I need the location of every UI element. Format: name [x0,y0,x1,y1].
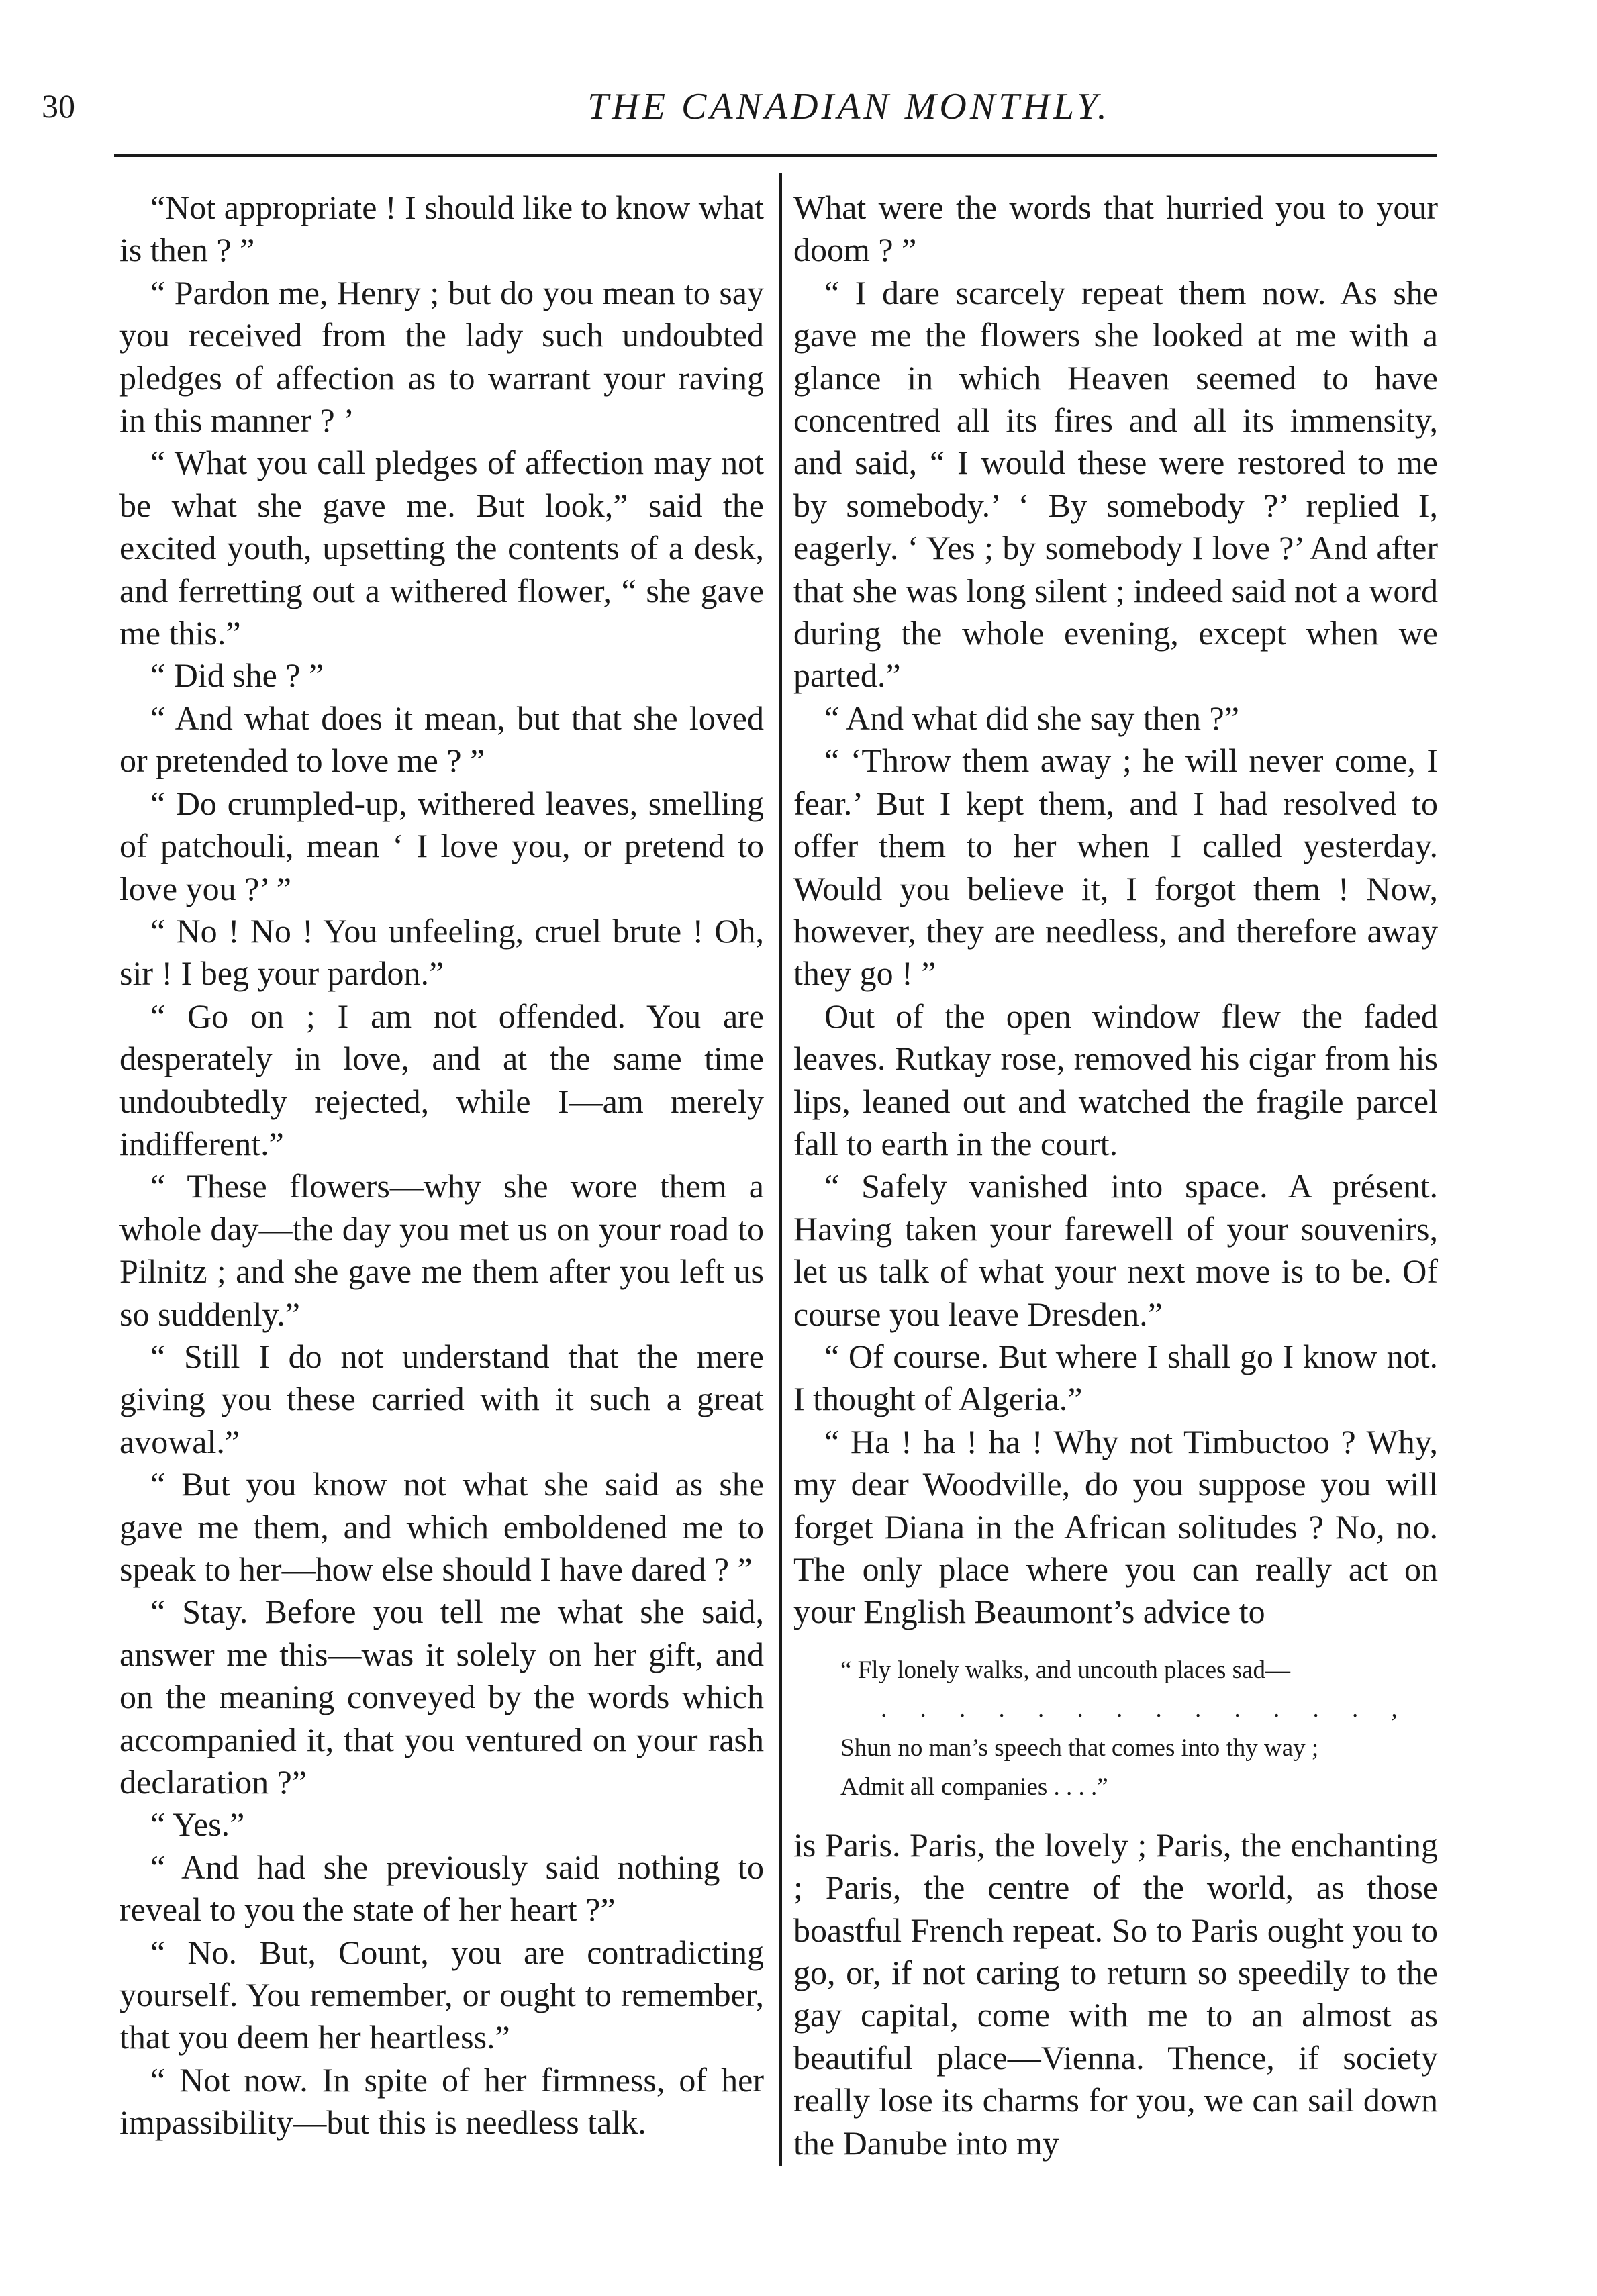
paragraph: “ These flowers—why she wore them a whole day—the day you met us on your road to Pilnitz ; and she gave me them after you left us so suddenly.” [119,1167,764,1333]
paragraph: “ And had she previously said nothing to reveal to you the state of her heart ?” [119,1848,764,1929]
paragraph: “ Safely vanished into space. A présent. Having taken your farewell of your souvenirs, let us talk of what your next move is to be. Of course you leave Dresden.” [793,1167,1438,1333]
paragraph: “ No ! No ! You unfeeling, cruel brute ! Oh, sir ! I beg your pardon.” [119,911,764,993]
paragraph: is Paris. Paris, the lovely ; Paris, the enchanting ; Paris, the centre of the world, as those boastful French repeat. So to Paris ought you to go, or, if not caring to return so speedily to the gay capital, come with me to an almost as beautiful place—Vienna. Thence, if society really lose its charms for you, we can sail down the Danube into my [793,1826,1438,2162]
header-rule [114,154,1437,157]
left-column [119,187,764,2144]
paragraph: “ Ha ! ha ! ha ! Why not Timbuctoo ? Why, my dear Woodville, do you suppose you will forget Diana in the African solitudes ? No, no. The only place where you can really act on your English Beaumont’s advice to [793,1422,1438,1631]
paragraph: “ I dare scarcely repeat them now. As she gave me the flowers she looked at me with a glance in which Heaven seemed to have concentred all its fires and all its immensity, and said, “ I would these were restored to me by somebody.’ ‘ By somebody ?’ replied I, eagerly. ‘ Yes ; by somebody I love ?’ And after that she was long silent ; indeed said not a word during the whole evening, except when we parted.” [793,273,1438,695]
verse-ellipsis-line: . . . . . . . . . . . . . , [881,1695,1411,1723]
column-divider [779,173,782,2166]
paragraph: “ Go on ; I am not offended. You are desperately in love, and at the same time undoubtedly rejected, while I—am merely indifferent.” [119,997,764,1162]
paragraph: “ And what does it mean, but that she loved or pretended to love me ? ” [119,699,764,780]
paragraph: “ Pardon me, Henry ; but do you mean to say you received from the lady such undoubted pledges of affection as to warrant your raving in this manner ? ’ [119,273,764,440]
paragraph: “ No. But, Count, you are contradicting yourself. You remember, or ought to remember, that you deem her heartless.” [119,1933,764,2056]
paragraph: “ ‘Throw them away ; he will never come, I fear.’ But I kept them, and I had resolved to offer them to her when I called yesterday. Would you believe it, I forgot them ! Now, however, they are needless, and therefore away they go ! ” [793,742,1438,993]
paragraph: What were the words that hurried you to your doom ? ” [793,189,1438,269]
paragraph: “ Did she ? ” [150,656,324,695]
page-number: 30 [42,87,75,125]
verse-line: Admit all companies . . . .” [840,1773,1108,1801]
paragraph: “ Still I do not understand that the mere giving you these carried with it such a great avowal.” [119,1337,764,1460]
verse-line: Shun no man’s speech that comes into thy way ; [840,1734,1319,1762]
paragraph: Out of the open window flew the faded leaves. Rutkay rose, removed his cigar from his lips, leaned out and watched the fragile parcel fall to earth in the court. [793,997,1438,1162]
paragraph: “ Stay. Before you tell me what she said, answer me this—was it solely on her gift, and on the meaning conveyed by the words which accompanied it, that you ventured on your rash declaration ?” [119,1593,764,1801]
paragraph: “Not appropriate ! I should like to know what is then ? ” [119,189,764,269]
paragraph: “ Do crumpled-up, withered leaves, smelling of patchouli, mean ‘ I love you, or pretend to love you ?’ ” [119,784,764,907]
paragraph: “ And what did she say then ?” [824,699,1239,737]
paragraph: “ But you know not what she said as she gave me them, and which emboldened me to speak to her—how else should I have dared ? ” [119,1465,764,1588]
paragraph: “ Yes.” [150,1805,245,1844]
paragraph: “ Of course. But where I shall go I know not. I thought of Algeria.” [793,1337,1438,1418]
verse-quotation [840,1651,1438,1807]
right-column [793,187,1438,2164]
paragraph: “ What you call pledges of affection may not be what she gave me. But look,” said the excited youth, upsetting the contents of a desk, and ferretting out a withered flower, “ she gave me this.” [119,444,764,652]
running-title: THE CANADIAN MONTHLY. [587,86,1110,128]
verse-line: “ Fly lonely walks, and uncouth places sad— [840,1656,1290,1684]
paragraph: “ Not now. In spite of her firmness, of her impassibility—but this is needless talk. [119,2060,764,2142]
